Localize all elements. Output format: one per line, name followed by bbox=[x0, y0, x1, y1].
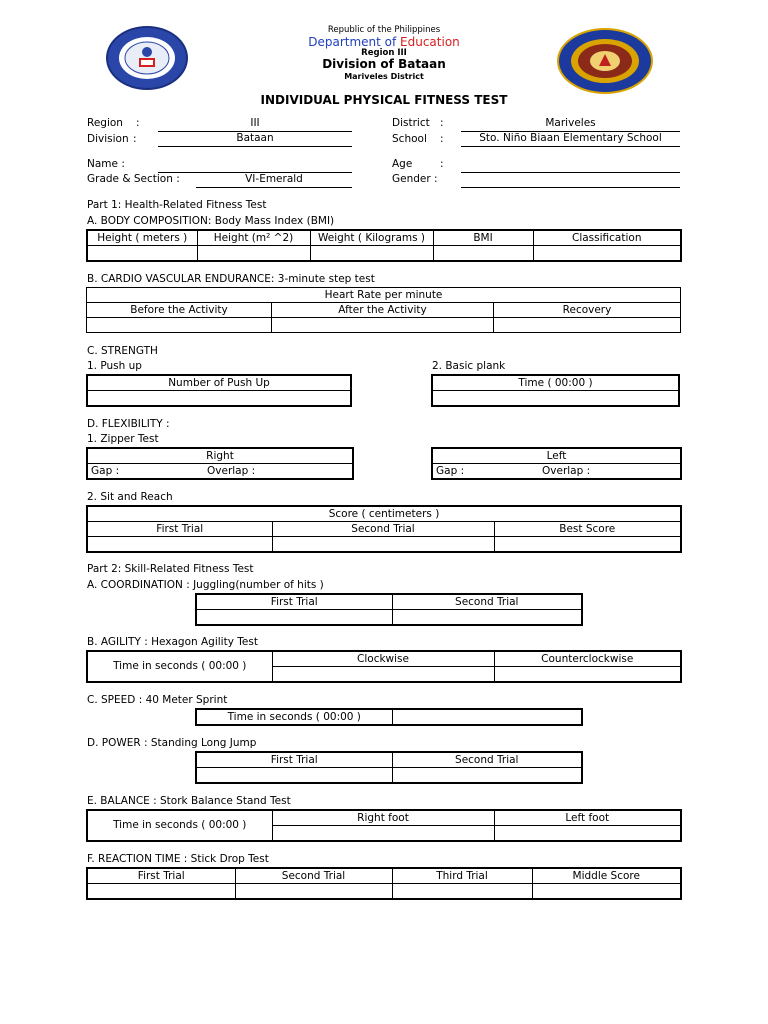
age-colon: : bbox=[440, 158, 444, 170]
bmi-col-height-m: Height ( meters ) bbox=[87, 230, 197, 246]
strength-heading: C. STRENGTH bbox=[87, 345, 158, 357]
region-label: Region bbox=[87, 117, 123, 129]
bmi-cell[interactable] bbox=[310, 246, 433, 262]
pushup-cell[interactable] bbox=[87, 391, 351, 407]
bmi-col-classification: Classification bbox=[533, 230, 681, 246]
reaction-cell[interactable] bbox=[392, 884, 532, 900]
sit-reach-label: 2. Sit and Reach bbox=[87, 491, 173, 503]
sit-reach-table bbox=[86, 505, 682, 553]
republic-text: Republic of the Philippines bbox=[327, 25, 441, 35]
agility-row-label: Time in seconds ( 00:00 ) bbox=[87, 651, 272, 682]
bmi-col-weight: Weight ( Kilograms ) bbox=[310, 230, 433, 246]
sit-col-first: First Trial bbox=[87, 522, 272, 537]
cardio-header-row bbox=[87, 303, 681, 318]
zipper-right-table bbox=[86, 447, 354, 480]
agility-col-counter: Counterclockwise bbox=[494, 651, 681, 667]
reaction-col-middle: Middle Score bbox=[532, 868, 681, 884]
division-underline bbox=[158, 146, 352, 147]
department-title bbox=[0, 35, 768, 49]
zipper-left-overlap[interactable]: Overlap : bbox=[522, 464, 681, 480]
bmi-cell[interactable] bbox=[197, 246, 310, 262]
region-colon: : bbox=[136, 117, 140, 129]
page-title: INDIVIDUAL PHYSICAL FITNESS TEST bbox=[260, 93, 508, 107]
region-text: Region III bbox=[361, 48, 407, 58]
district-value: Mariveles bbox=[545, 117, 596, 129]
sit-cell[interactable] bbox=[494, 537, 681, 553]
division-label: Division bbox=[87, 133, 129, 145]
sit-cell[interactable] bbox=[272, 537, 494, 553]
bmi-entry-row bbox=[87, 246, 681, 262]
agility-heading: B. AGILITY : Hexagon Agility Test bbox=[87, 636, 258, 648]
power-cell[interactable] bbox=[392, 768, 582, 784]
reaction-col-third: Third Trial bbox=[392, 868, 532, 884]
school-value: Sto. Niño Biaan Elementary School bbox=[479, 132, 662, 144]
reaction-cell[interactable] bbox=[235, 884, 392, 900]
balance-col-right: Right foot bbox=[272, 810, 494, 826]
balance-cell[interactable] bbox=[494, 826, 681, 842]
department-emphasis: Education bbox=[400, 35, 460, 49]
grade-label: Grade & Section : bbox=[87, 173, 180, 185]
bmi-cell[interactable] bbox=[87, 246, 197, 262]
agility-cell[interactable] bbox=[494, 667, 681, 683]
reaction-cell[interactable] bbox=[87, 884, 235, 900]
sit-col-second: Second Trial bbox=[272, 522, 494, 537]
cardio-cell[interactable] bbox=[494, 318, 681, 333]
bmi-cell[interactable] bbox=[533, 246, 681, 262]
coord-col-second: Second Trial bbox=[392, 594, 582, 610]
cardio-table bbox=[86, 287, 681, 333]
division-title: Division of Bataan bbox=[322, 57, 446, 71]
school-colon: : bbox=[440, 133, 444, 145]
reaction-col-second: Second Trial bbox=[235, 868, 392, 884]
grade-underline bbox=[196, 187, 352, 188]
bmi-col-bmi: BMI bbox=[433, 230, 533, 246]
division-value: Bataan bbox=[236, 132, 274, 144]
bmi-header-row bbox=[87, 230, 681, 246]
agility-cell[interactable] bbox=[272, 667, 494, 683]
balance-cell[interactable] bbox=[272, 826, 494, 842]
balance-heading: E. BALANCE : Stork Balance Stand Test bbox=[87, 795, 291, 807]
zipper-right-overlap[interactable]: Overlap : bbox=[187, 464, 353, 480]
zipper-left-header: Left bbox=[432, 448, 681, 464]
department-prefix: Department of bbox=[308, 35, 401, 49]
bmi-cell[interactable] bbox=[433, 246, 533, 262]
sit-cell[interactable] bbox=[87, 537, 272, 553]
coord-cell[interactable] bbox=[196, 610, 392, 626]
cardio-col-after: After the Activity bbox=[272, 303, 494, 318]
pushup-header: Number of Push Up bbox=[87, 375, 351, 391]
cardio-heading: B. CARDIO VASCULAR ENDURANCE: 3-minute step test bbox=[87, 273, 375, 285]
speed-heading: C. SPEED : 40 Meter Sprint bbox=[87, 694, 228, 706]
plank-label: 2. Basic plank bbox=[432, 360, 506, 372]
district-label: District bbox=[392, 117, 430, 129]
power-col-first: First Trial bbox=[196, 752, 392, 768]
division-colon: : bbox=[133, 133, 137, 145]
bmi-heading: A. BODY COMPOSITION: Body Mass Index (BMI) bbox=[87, 215, 335, 227]
cardio-cell[interactable] bbox=[87, 318, 272, 333]
coord-cell[interactable] bbox=[392, 610, 582, 626]
sit-col-best: Best Score bbox=[494, 522, 681, 537]
zipper-left-gap[interactable]: Gap : bbox=[432, 464, 522, 480]
pushup-label: 1. Push up bbox=[87, 360, 142, 372]
cardio-col-recovery: Recovery bbox=[494, 303, 681, 318]
zipper-label: 1. Zipper Test bbox=[87, 433, 159, 445]
coordination-heading: A. COORDINATION : Juggling(number of hits ) bbox=[87, 579, 324, 591]
pushup-table bbox=[86, 374, 352, 407]
reaction-table bbox=[86, 867, 682, 900]
speed-table bbox=[195, 708, 583, 726]
power-col-second: Second Trial bbox=[392, 752, 582, 768]
reaction-heading: F. REACTION TIME : Stick Drop Test bbox=[87, 853, 269, 865]
coordination-table bbox=[195, 593, 583, 626]
plank-table bbox=[431, 374, 680, 407]
speed-row-label: Time in seconds ( 00:00 ) bbox=[196, 709, 392, 725]
district-text: Mariveles District bbox=[344, 72, 424, 81]
flexibility-heading: D. FLEXIBILITY : bbox=[87, 418, 170, 430]
reaction-col-first: First Trial bbox=[87, 868, 235, 884]
power-heading: D. POWER : Standing Long Jump bbox=[87, 737, 257, 749]
zipper-right-gap[interactable]: Gap : bbox=[87, 464, 187, 480]
plank-header: Time ( 00:00 ) bbox=[432, 375, 679, 391]
part1-heading: Part 1: Health-Related Fitness Test bbox=[87, 199, 267, 211]
cardio-col-before: Before the Activity bbox=[87, 303, 272, 318]
bmi-table bbox=[86, 229, 682, 262]
part2-heading: Part 2: Skill-Related Fitness Test bbox=[87, 563, 254, 575]
cardio-group-header: Heart Rate per minute bbox=[87, 288, 681, 303]
reaction-cell[interactable] bbox=[532, 884, 681, 900]
cardio-cell[interactable] bbox=[272, 318, 494, 333]
sit-reach-group-header: Score ( centimeters ) bbox=[87, 506, 681, 522]
coord-col-first: First Trial bbox=[196, 594, 392, 610]
bmi-col-height-sq: Height (m² ^2) bbox=[197, 230, 310, 246]
age-label: Age bbox=[392, 158, 413, 170]
age-underline bbox=[461, 172, 680, 173]
zipper-left-table bbox=[431, 447, 682, 480]
school-label: School bbox=[392, 133, 427, 145]
balance-row-label: Time in seconds ( 00:00 ) bbox=[87, 810, 272, 841]
grade-value: VI-Emerald bbox=[245, 173, 303, 185]
zipper-right-header: Right bbox=[87, 448, 353, 464]
agility-table bbox=[86, 650, 682, 683]
name-label: Name : bbox=[87, 158, 125, 170]
balance-table bbox=[86, 809, 682, 842]
region-value: III bbox=[250, 117, 260, 129]
power-cell[interactable] bbox=[196, 768, 392, 784]
speed-cell[interactable] bbox=[392, 709, 582, 725]
district-colon: : bbox=[440, 117, 444, 129]
school-underline bbox=[461, 146, 680, 147]
balance-col-left: Left foot bbox=[494, 810, 681, 826]
gender-label: Gender : bbox=[392, 173, 438, 185]
plank-cell[interactable] bbox=[432, 391, 679, 407]
agility-col-clockwise: Clockwise bbox=[272, 651, 494, 667]
power-table bbox=[195, 751, 583, 784]
gender-underline bbox=[461, 187, 680, 188]
